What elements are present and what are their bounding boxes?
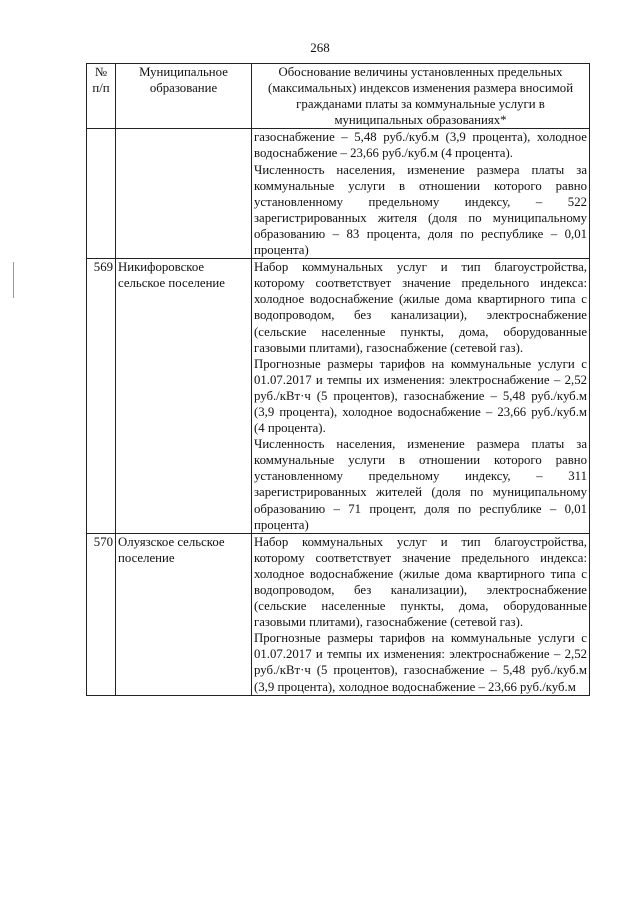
tariff-index-table [86, 63, 590, 696]
header-justification: Обоснование величины установленных предельных (максимальных) индексов изменения размера вносимой гражданами платы за коммунальные услуги в муниципальных образованиях* [252, 64, 590, 129]
justification-paragraph: Численность населения, изменение размера платы за коммунальные услуги в отношении которого равно установленному предельному индексу, – 311 зарегистрированных жителей (доля по муниципальному образованию – 71 процент, доля по республике – 0,01 процента) [254, 437, 587, 532]
row-municipality [116, 129, 252, 259]
table-row [87, 259, 590, 534]
justification-paragraph: Прогнозные размеры тарифов на коммунальные услуги с 01.07.2017 и темпы их изменения: электроснабжение – 2,52 руб./кВт·ч (5 процентов), газоснабжение – 5,48 руб./куб.м (3,9 процента), холодное водоснабжение – 23,66 руб./куб.м [254, 631, 587, 694]
row-justification [252, 259, 590, 534]
justification-paragraph: Прогнозные размеры тарифов на коммунальные услуги с 01.07.2017 и темпы их изменения: электроснабжение – 2,52 руб./кВт·ч (5 процентов), газоснабжение – 5,48 руб./куб.м (3,9 процента), холодное водоснабжение – 23,66 руб./куб.м (4 процента). [254, 356, 587, 436]
header-num: № п/п [87, 64, 116, 129]
row-justification [252, 129, 590, 259]
header-municipality: Муниципальное образование [116, 64, 252, 129]
row-num: 569 [87, 259, 116, 534]
table-row [87, 533, 590, 695]
page-number: 268 [310, 40, 330, 55]
justification-paragraph: Численность населения, изменение размера платы за коммунальные услуги в отношении которого равно установленному предельному индексу, – 522 зарегистрированных жителя (доля по муниципальному образованию – 83 процента, доля по республике – 0,01 процента) [254, 162, 587, 258]
row-num: 570 [87, 533, 116, 695]
row-municipality: Олуязское сельское поселение [116, 533, 252, 695]
table-row [87, 129, 590, 259]
justification-paragraph: газоснабжение – 5,48 руб./куб.м (3,9 процента), холодное водоснабжение – 23,66 руб./куб.м (4 процента). [254, 130, 587, 161]
justification-paragraph: Набор коммунальных услуг и тип благоустройства, которому соответствует значение предельного индекса: холодное водоснабжение (жилые дома квартирного типа с водопроводом, без канализации), электроснабжение (сельские населенные пункты, дома, оборудованные газовыми плитами), газоснабжение (сетевой газ). [254, 260, 587, 355]
justification-paragraph: Набор коммунальных услуг и тип благоустройства, которому соответствует значение предельного индекса: холодное водоснабжение (жилые дома квартирного типа с водопроводом, без канализации), электроснабжение (сельские населенные пункты, дома, оборудованные газовыми плитами), газоснабжение (сетевой газ). [254, 534, 587, 630]
table-header-row [87, 64, 590, 129]
row-num [87, 129, 116, 259]
margin-mark [13, 262, 14, 298]
row-justification [252, 533, 590, 695]
row-municipality: Никифоровское сельское поселение [116, 259, 252, 534]
